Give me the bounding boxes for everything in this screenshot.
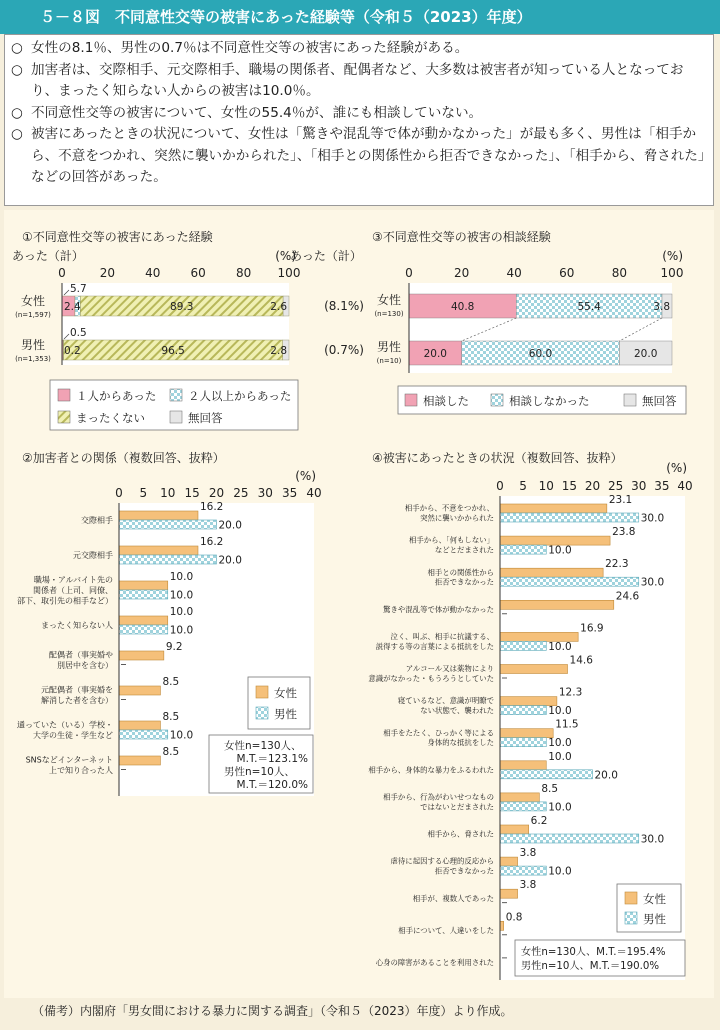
chart3-legend-label: 相談しなかった: [509, 394, 590, 408]
chart4-category-label: ではないとだまされた: [420, 802, 494, 812]
chart4-tick-label: 40: [677, 479, 693, 493]
chart1-data-label: 96.5: [161, 345, 185, 357]
chart2-category-label: 通っていた（いる）学校・: [17, 720, 113, 730]
chart4-data-label: 0.8: [505, 911, 523, 924]
chart4-bar-female: [500, 921, 504, 930]
chart1-total-label: (0.7%): [324, 343, 364, 357]
chart2-sample-note: M.T.＝120.0%: [236, 779, 308, 791]
chart2-tick-label: 20: [208, 486, 225, 500]
chart4-category-label: 相手から、「何もしない」: [409, 535, 494, 545]
chart2-data-label: 10.0: [169, 589, 194, 602]
chart4-sample-note: 女性n=130人、M.T.＝195.4%: [521, 947, 666, 958]
chart2-data-label: 10.0: [169, 729, 194, 742]
chart2-data-label: 8.5: [162, 711, 180, 723]
chart2-data-label: 10.0: [169, 606, 194, 618]
chart4-category-label: 突然に襲いかかられた: [420, 513, 494, 523]
chart2-tick-label: 35: [281, 486, 298, 500]
summary-line: ○ 不同意性交等の被害について、女性の55.4％が、誰にも相談していない。: [11, 103, 707, 125]
chart2-tick-label: 5: [139, 486, 148, 500]
chart4-tick-label: 10: [538, 479, 554, 493]
chart2-category-label: 職場・アルバイト先の: [33, 575, 113, 585]
chart3-legend-swatch: [624, 394, 636, 406]
chart2-data-label: 8.5: [162, 676, 180, 688]
chart2-bar-male: [119, 555, 217, 564]
chart2-category-label: 部下、取引先の相手など）: [17, 596, 113, 606]
chart2-category-label: まったく知らない人: [41, 620, 113, 630]
chart3-category-label: 女性: [376, 293, 402, 307]
chart2-bar-female: [119, 581, 168, 590]
chart1-left-label: あった（計）: [12, 249, 84, 263]
chart2-category-label: 関係者（上司、同僚、: [33, 585, 113, 595]
chart1-tick-label: 60: [190, 266, 206, 280]
chart2-tick-label: 10: [160, 486, 176, 500]
chart2-category-label: 交際相手: [81, 515, 113, 525]
chart2-category-label: 配偶者（事実婚や: [49, 650, 113, 660]
chart4-category-label: 説得する等の言葉による抵抗をした: [375, 641, 494, 651]
chart4-data-label: 30.0: [640, 576, 665, 589]
chart4-category-label: 心身の障害があることを利用された: [375, 957, 494, 967]
chart2-legend-box: [248, 677, 310, 729]
chart4-category-label: 拒否できなかった: [434, 866, 494, 876]
summary-line: ○ 被害にあったときの状況について、女性は「驚きや混乱等で体が動かなかった」が最も多く、男性は「相手から、不意をつかれ、突然に襲いかかられた」、「相手との関係性から拒否できなかった」、「相手から、脅された」などの回答があった。: [11, 124, 707, 189]
chart4-category-label: 相手から、不意をつかれ、: [404, 503, 494, 513]
chart4-bar-female: [500, 729, 553, 738]
chart3-data-label: 55.4: [577, 301, 601, 313]
chart4-unit: (%): [666, 461, 687, 475]
chart1-legend-label: １人からあった: [76, 389, 157, 403]
chart4-sample-note: 男性n=10人、M.T.＝190.0%: [521, 961, 660, 972]
chart2-data-label: 8.5: [162, 746, 180, 758]
chart1-tick-label: 0: [58, 266, 66, 280]
chart4-category-label: 驚きや混乱等で体が動かなかった: [383, 604, 494, 614]
chart4-data-label: 11.5: [555, 718, 579, 731]
chart2-legend-swatch: [256, 686, 268, 698]
summary-line: ○ 加害者は、交際相手、元交際相手、職場の関係者、配偶者など、大多数は被害者が知っている人となっており、まったく知らない人からの被害は10.0％。: [11, 60, 707, 103]
chart4-data-label: 10.0: [548, 737, 572, 750]
chart3-title: ③不同意性交等の被害の相談経験: [372, 230, 551, 244]
chart3-category-n: (n=10): [376, 357, 402, 365]
chart4-data-label: 8.5: [541, 782, 559, 795]
chart2-legend-label: 女性: [274, 686, 297, 700]
chart4-bar-male: [500, 577, 639, 586]
chart1-data-label: 0.2: [64, 345, 81, 357]
chart3-tick-label: 100: [660, 266, 684, 280]
chart2-category-label: SNSなどインターネット: [25, 755, 113, 765]
chart2-legend-label: 男性: [274, 707, 297, 721]
chart3-legend-swatch: [405, 394, 417, 406]
chart2-data-label: 10.0: [169, 571, 194, 583]
chart1-legend-label: まったくない: [76, 411, 145, 425]
chart4-data-label: 16.9: [580, 622, 604, 635]
chart4-data-label: 22.3: [605, 558, 629, 571]
chart4-category-label: 意識がなかった・もうろうとしていた: [368, 674, 494, 684]
chart4-data-label: 23.1: [608, 494, 633, 506]
chart4-data-label: 10.0: [548, 750, 572, 763]
chart1-data-label: 2.8: [270, 345, 287, 357]
chart2-bar-female: [119, 511, 198, 520]
chart4-category-label: 相手から、身体的な暴力をふるわれた: [368, 765, 494, 775]
chart3-data-label: 20.0: [423, 348, 447, 360]
chart4-category-label: 寝ているなど、意識が明瞭で: [397, 696, 494, 706]
chart2-bar-female: [119, 721, 160, 730]
chart4-data-label: 3.8: [519, 879, 537, 892]
chart3-category-label: 男性: [376, 340, 402, 354]
chart1-data-label: 2.4: [64, 301, 81, 313]
chart2-category-label: 元交際相手: [73, 550, 113, 560]
chart4-category-label: 相手から、脅された: [427, 829, 494, 839]
chart4-category-label: 相手が、複数人であった: [412, 893, 494, 903]
chart4-tick-label: 30: [631, 479, 647, 493]
chart1-unit: (%): [275, 249, 296, 263]
chart4-tick-label: 20: [584, 479, 601, 493]
chart4-bar-male: [500, 866, 546, 875]
chart1-title: ①不同意性交等の被害にあった経験: [22, 230, 213, 244]
chart4-data-label: 14.6: [569, 654, 593, 667]
chart4-category-label: 相手から、行為がわいせつなもの: [383, 792, 494, 802]
chart2-data-label: 20.0: [218, 554, 242, 567]
chart4-bar-male: [500, 802, 546, 811]
chart4-category-label: 身体的な抵抗をした: [427, 738, 494, 748]
chart4-category-label: 相手について、人違いをした: [398, 925, 494, 935]
chart2-category-label: 大学の生徒・学生など: [33, 731, 113, 741]
chart4-data-label: 10.0: [548, 705, 572, 718]
chart3-data-label: 3.8: [653, 301, 670, 313]
chart2-tick-label: 40: [306, 486, 322, 500]
chart4-category-label: 相手をたたく、ひっかく等による: [383, 728, 494, 738]
chart1-data-label: 89.3: [170, 301, 194, 313]
chart4-category-label: アルコール又は薬物により: [405, 664, 494, 674]
chart4-bar-male: [500, 738, 546, 747]
chart4-bar-female: [500, 504, 607, 513]
chart2-tick-label: 25: [233, 486, 249, 500]
chart4-bar-male: [500, 545, 546, 554]
chart1-legend-swatch: [58, 389, 70, 401]
chart3-legend-label: 相談した: [423, 394, 469, 408]
chart4-bar-male: [500, 513, 639, 522]
chart4-bar-male: [500, 641, 546, 650]
chart2-tick-label: 0: [115, 486, 123, 500]
chart2-unit: (%): [295, 469, 316, 483]
chart4-data-label: 12.3: [558, 686, 583, 699]
chart4-data-label: 3.8: [519, 847, 537, 860]
chart1-tick-label: 40: [145, 266, 161, 280]
chart4-bar-female: [500, 600, 614, 609]
chart3-data-label: 20.0: [634, 348, 658, 360]
chart2-bar-female: [119, 546, 198, 555]
chart4-bar-female: [500, 665, 568, 674]
chart4-data-label: 10.0: [548, 801, 572, 814]
chart2-data-label: 9.2: [165, 641, 183, 653]
chart2-bar-male: [119, 730, 168, 739]
chart4-bar-male: [500, 834, 639, 843]
chart4-data-label: 10.0: [548, 640, 572, 653]
figure-title: ５－８図 不同意性交等の被害にあった経験等（令和５（2023）年度）: [40, 8, 532, 26]
chart1-legend-label: ２人以上からあった: [188, 389, 292, 403]
chart4-data-label: 10.0: [548, 544, 572, 557]
chart4-bar-female: [500, 761, 546, 770]
chart2-sample-note: 女性n=130人、: [224, 740, 302, 752]
chart4-category-label: 拒否できなかった: [434, 577, 494, 587]
chart1-tick-label: 20: [99, 266, 116, 280]
chart4-data-label: 30.0: [640, 833, 665, 846]
chart4-data-label: 6.2: [530, 815, 548, 827]
chart1-total-label: (8.1%): [324, 299, 364, 313]
chart4-bar-female: [500, 889, 518, 898]
chart4-category-label: 相手との関係性から: [427, 567, 494, 577]
chart3-data-label: 60.0: [528, 348, 553, 360]
chart3-legend-swatch: [491, 394, 503, 406]
chart3-tick-label: 60: [559, 266, 575, 280]
chart3-category-n: (n=130): [374, 310, 404, 318]
chart1-category-n: (n=1,597): [15, 311, 51, 319]
chart4-category-label: 虐待に起因する心理的反応から: [390, 856, 494, 866]
chart4-bar-female: [500, 793, 539, 802]
chart2-category-label: 上で知り合った人: [49, 766, 113, 776]
chart3-unit: (%): [662, 249, 683, 263]
chart4-tick-label: 15: [561, 479, 578, 493]
chart4-tick-label: 5: [519, 479, 527, 493]
chart4-tick-label: 25: [607, 479, 624, 493]
chart4-bar-male: [500, 770, 593, 779]
chart1-data-label: 5.7: [70, 283, 87, 295]
chart4-data-label: 20.0: [594, 769, 618, 782]
chart1-legend-label: 無回答: [188, 411, 223, 425]
chart4-data-label: 30.0: [640, 512, 665, 525]
chart1-category-n: (n=1,353): [15, 355, 51, 363]
source-note: （備考）内閣府「男女間における暴力に関する調査」（令和５（2023）年度）より作成。: [32, 1004, 513, 1018]
chart1-category-label: 女性: [20, 294, 46, 308]
chart2-title: ②加害者との関係（複数回答、抜粋）: [22, 451, 225, 465]
chart1-data-label: 0.5: [70, 327, 87, 339]
chart2-data-label: 10.0: [169, 624, 194, 637]
chart2-data-label: 16.2: [199, 501, 224, 513]
chart4-legend-label: 男性: [643, 912, 666, 926]
chart3-tick-label: 40: [506, 266, 522, 280]
chart1-right-label: あった（計）: [290, 249, 362, 263]
chart1-tick-label: 80: [235, 266, 252, 280]
chart4-bar-male: [500, 706, 546, 715]
chart1-category-label: 男性: [20, 338, 46, 352]
chart4-bar-female: [500, 857, 518, 866]
chart4-data-label: 23.8: [612, 526, 636, 539]
chart4-tick-label: 0: [496, 479, 504, 493]
chart2-category-label: 解消した者を含む）: [41, 696, 113, 706]
chart1-legend-swatch: [58, 411, 70, 423]
chart2-category-label: 別居中を含む）: [57, 661, 113, 671]
chart2-bar-female: [119, 686, 160, 695]
chart3-legend-label: 無回答: [642, 394, 677, 408]
chart2-bar-male: [119, 625, 168, 634]
chart1-tick-label: 100: [277, 266, 301, 280]
chart4-tick-label: 35: [654, 479, 670, 493]
chart2-tick-label: 15: [184, 486, 200, 500]
chart1-legend-swatch: [170, 411, 182, 423]
chart4-bar-female: [500, 568, 603, 577]
chart1-data-label: 2.6: [270, 301, 287, 313]
chart4-data-label: 24.6: [615, 590, 640, 603]
chart2-sample-note: M.T.＝123.1%: [236, 753, 308, 765]
chart4-legend-label: 女性: [643, 892, 666, 906]
chart4-bar-female: [500, 825, 529, 834]
chart2-bar-female: [119, 756, 160, 765]
chart2-sample-note: 男性n=10人、: [224, 766, 295, 778]
chart4-data-label: 10.0: [548, 865, 572, 878]
chart4-title: ④被害にあったときの状況（複数回答、抜粋）: [372, 451, 623, 465]
chart4-category-label: ない状態で、襲われた: [420, 706, 494, 716]
chart2-bar-female: [119, 616, 168, 625]
chart2-legend-swatch: [256, 707, 268, 719]
chart4-category-label: 泣く、叫ぶ、相手に抗議する、: [390, 632, 494, 642]
chart3-tick-label: 20: [453, 266, 470, 280]
chart2-data-label: 20.0: [218, 519, 242, 532]
chart2-bar-male: [119, 520, 217, 529]
summary-line: ○ 女性の8.1％、男性の0.7％は不同意性交等の被害にあった経験がある。: [11, 38, 707, 60]
chart3-data-label: 40.8: [450, 301, 475, 313]
chart4-legend-swatch: [625, 892, 637, 904]
chart2-data-label: 16.2: [199, 536, 224, 548]
chart2-category-label: 元配偶者（事実婚を: [41, 685, 113, 695]
chart4-legend-swatch: [625, 912, 637, 924]
chart2-bar-female: [119, 651, 164, 660]
chart1-legend-swatch: [170, 389, 182, 401]
chart3-tick-label: 0: [405, 266, 413, 280]
chart3-tick-label: 80: [611, 266, 628, 280]
chart2-tick-label: 30: [257, 486, 273, 500]
chart4-category-label: などとだまされた: [434, 545, 494, 555]
chart2-bar-male: [119, 590, 168, 599]
